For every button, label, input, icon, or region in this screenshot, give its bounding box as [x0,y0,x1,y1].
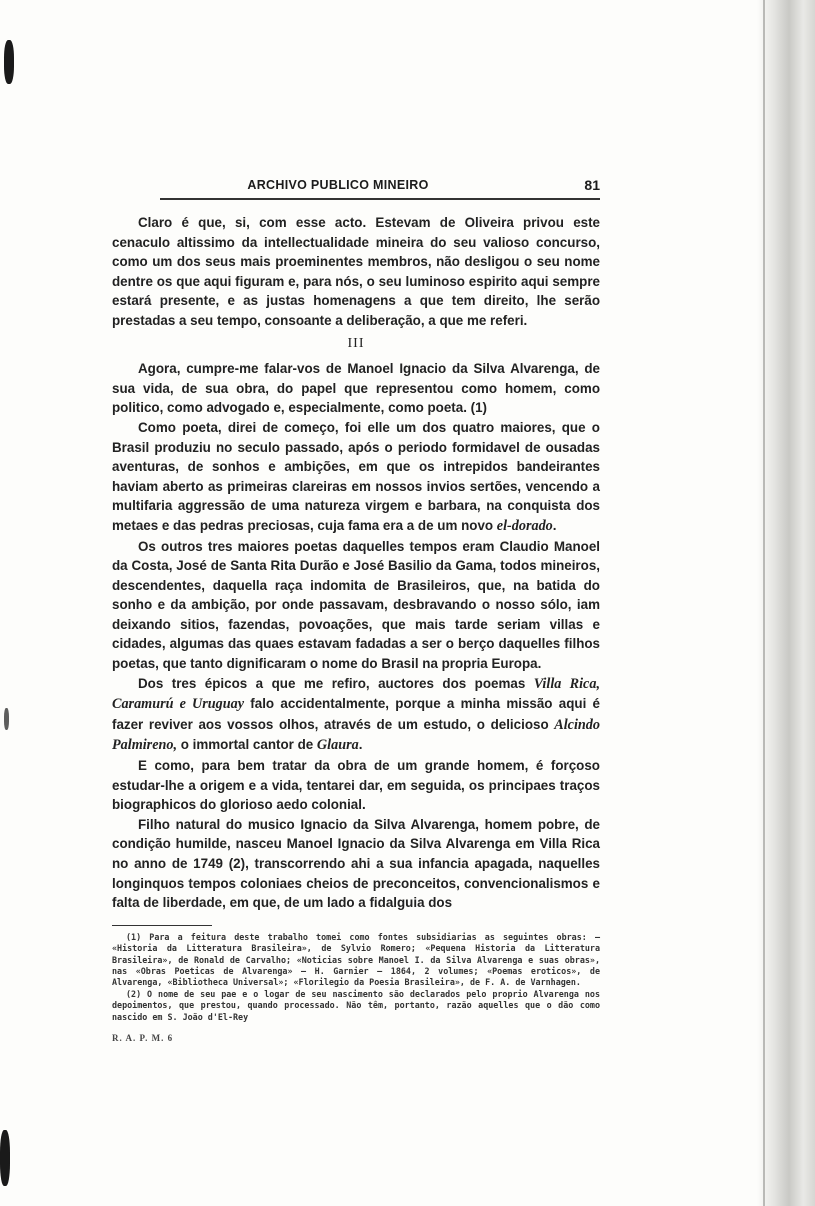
italic-term: Villa Rica, [533,675,600,692]
paragraph: Claro é que, si, com esse acto. Estevam de Oliveira privou este cenaculo altissimo da intellectualidade mineira do seu valioso concurso, como um dos seus mais proeminentes membros, não desligou o seu nome dentre os que aqui figuram e, para nós, o seu luminoso espirito aqui sempre estará presente, e as justas homenagens a que tem direito, lhe serão prestadas a seu tempo, consoante a deliberação, a que me referi. [112,215,600,328]
ink-spot [4,40,14,84]
running-head [112,176,600,198]
paragraph: Dos tres épicos a que me refiro, auctores dos poemas Villa Rica, Caramurú e Uruguay falo accidentalmente, porque a minha missão aqui é fazer reviver aos vossos olhos, através de um estudo, o delicioso Alcindo Palmireno, o immortal cantor de Glaura. [112,675,600,754]
footnote: (1) Para a feitura deste trabalho tomei como fontes subsidiarias as seguintes obras: — «Historia da Litteratura Brasileira», de Sylvio Romero; «Pequena Historia da Litteratura Brasileira», de Ronald de Carvalho; «Noticias sobre Manoel I. da Silva Alvarenga e suas obras», nas «Obras Poeticas de Alvarenga» — H. Garnier — 1864, 2 volumes; «Poemas eroticos», de Alvarenga, «Bibliotheca Universal»; «Florilegio da Poesia Brasileira», de F. A. de Varnhagen. [112,931,600,988]
footnotes [112,932,600,1023]
paragraph: Agora, cumpre-me falar-vos de Manoel Ignacio da Silva Alvarenga, de sua vida, de sua obra, do papel que representou como homem, como politico, como advogado e, especialmente, como poeta. (1) [112,361,600,416]
book-page [112,176,600,1043]
italic-term: Caramurú e Uruguay [112,696,245,713]
paragraph: Como poeta, direi de começo, foi elle um dos quatro maiores, que o Brasil produziu no seculo passado, após o periodo formidavel de ousadas aventuras, de sonhos e ambições, em que os intrepidos bandeirantes haviam aberto as primeiras clareiras em nossos invios sertões, vencendo a multifaria aggressão de uma natureza virgem e barbara, na conquista dos metaes e das pedras preciosas, cuja fama era a de um novo el-dorado. [112,419,600,534]
paragraph: Filho natural do musico Ignacio da Silva Alvarenga, homem pobre, de condição humilde, nasceu Manoel Ignacio da Silva Alvarenga em Villa Rica no anno de 1749 (2), transcorrendo ahi a sua infancia apagada, naquelles longinquos tempos coloniaes cheios de preconceitos, convencionalismos e falta de liberdade, em que, de um lado a fidalguia dos [112,816,600,911]
page-fold-line [763,0,765,1206]
body-text [112,213,600,913]
italic-term: Glaura [316,737,359,754]
paragraph: Os outros tres maiores poetas daquelles tempos eram Claudio Manoel da Costa, José de Santa Rita Durão e José Basilio da Gama, todos mineiros, descendentes, daquella raça indomita de Brasileiros, que, na batida do sonho e da ambição, por onde passavam, desbravando o nosso sólo, iam deixando sitios, fazendas, povoações, que mais tarde seriam villas e cidades, algumas das quaes estavam fadadas a ser o berço daquelles filhos poetas, que tanto dignificaram o nome do Brasil na propria Europa. [112,538,600,672]
signature-mark: R. A. P. M. 6 [112,1033,174,1044]
section-number: III [347,335,365,351]
footnote-rule [112,925,212,926]
running-head-title: ARCHIVO PUBLICO MINEIRO [247,178,429,192]
ink-spot [0,1130,10,1186]
footnote: (2) O nome de seu pae e o logar de seu nascimento são declarados pelo proprio Alvarenga nos depoimentos, que prestou, quando processado. Não têm, portanto, razão aquelles que o dão como nascido em S. João d'El-Rey [112,988,600,1022]
page-edge-shadow [757,0,815,1206]
paragraph: E como, para bem tratar da obra de um grande homem, é forçoso estudar-lhe a origem e a vida, tentarei dar, em seguida, os principaes traços biographicos do glorioso aedo colonial. [112,758,600,813]
ink-spot [4,708,9,730]
header-rule [160,198,600,200]
page-number: 81 [584,177,600,193]
italic-term: Alcindo Palmireno, [112,716,600,754]
italic-term: el-dorado [496,517,553,534]
